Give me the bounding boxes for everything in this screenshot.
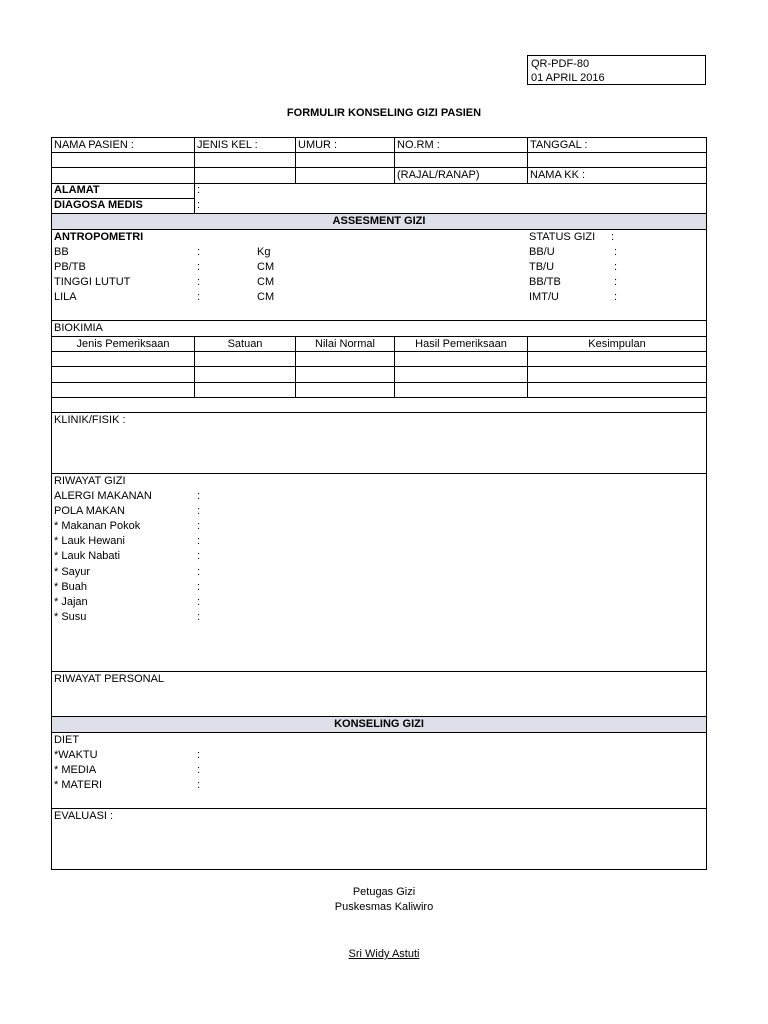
riwayat-item: * Sayur: [54, 566, 91, 578]
signature-name: Sri Widy Astuti: [348, 948, 420, 960]
riwayat-item: * Makanan Pokok: [54, 520, 141, 532]
biokimia-title: BIOKIMIA: [54, 322, 103, 334]
divider: [52, 167, 706, 168]
bb-u-colon: :: [614, 246, 618, 258]
konseling-item: * MEDIA: [54, 764, 97, 776]
konseling-colon: :: [197, 764, 201, 776]
imt-u-colon: :: [614, 291, 618, 303]
diagnosa-colon: :: [197, 199, 201, 211]
konseling-colon: :: [197, 779, 201, 791]
imt-u-label: IMT/U: [529, 291, 559, 303]
antropometri-label: ANTROPOMETRI: [54, 231, 144, 243]
bb-unit: Kg: [257, 246, 271, 258]
divider: [194, 183, 195, 213]
konseling-item: *WAKTU: [54, 749, 98, 761]
tanggal-label: TANGGAL :: [530, 139, 588, 151]
konseling-title: KONSELING GIZI: [334, 718, 424, 730]
riwayat-item: POLA MAKAN: [54, 505, 125, 517]
signature-role: Petugas Gizi: [352, 886, 416, 898]
riwayat-item: * Lauk Hewani: [54, 535, 125, 547]
divider: [52, 397, 706, 398]
signature-place: Puskesmas Kaliwiro: [334, 901, 434, 913]
counseling-form: [51, 137, 707, 870]
lila-unit: CM: [257, 291, 275, 303]
riwayat-colon: :: [197, 611, 201, 623]
divider: [394, 138, 395, 183]
divider: [527, 138, 528, 183]
diet-label: DIET: [54, 734, 80, 746]
riwayat-colon: :: [197, 490, 201, 502]
tinggi-lutut-colon: :: [197, 276, 201, 288]
tb-u-label: TB/U: [529, 261, 555, 273]
riwayat-item: * Lauk Nabati: [54, 550, 121, 562]
konseling-colon: :: [197, 749, 201, 761]
divider: [52, 320, 706, 321]
riwayat-item: * Buah: [54, 581, 88, 593]
divider: [52, 152, 706, 153]
document-code: QR-PDF-80: [531, 58, 590, 70]
riwayat-item: * Susu: [54, 611, 87, 623]
col-nilai-normal: Nilai Normal: [315, 338, 375, 350]
bb-tb-label: BB/TB: [529, 276, 561, 288]
col-satuan: Satuan: [227, 338, 263, 350]
status-gizi-colon: :: [611, 231, 615, 243]
tinggi-lutut-unit: CM: [257, 276, 275, 288]
diagnosa-label: DIAGOSA MEDIS: [54, 199, 143, 211]
pb-tb-label: PB/TB: [54, 261, 86, 273]
no-rm-label: NO.RM :: [397, 139, 440, 151]
bb-u-label: BB/U: [529, 246, 555, 258]
klinik-fisik-label: KLINIK/FISIK :: [54, 414, 126, 426]
riwayat-colon: :: [197, 520, 201, 532]
divider: [52, 183, 706, 184]
riwayat-colon: :: [197, 581, 201, 593]
riwayat-colon: :: [197, 505, 201, 517]
status-gizi-label: STATUS GIZI: [529, 231, 596, 243]
jenis-kelamin-label: JENIS KEL :: [197, 139, 258, 151]
rajal-ranap-label: (RAJAL/RANAP): [397, 169, 480, 181]
pb-tb-colon: :: [197, 261, 201, 273]
alamat-label: ALAMAT: [54, 184, 100, 196]
divider: [52, 229, 706, 230]
col-hasil-pemeriksaan: Hasil Pemeriksaan: [415, 338, 507, 350]
divider: [194, 138, 195, 183]
document-code-box: [527, 55, 706, 85]
riwayat-colon: :: [197, 550, 201, 562]
riwayat-colon: :: [197, 535, 201, 547]
bb-colon: :: [197, 246, 201, 258]
alamat-colon: :: [197, 184, 201, 196]
tinggi-lutut-label: TINGGI LUTUT: [54, 276, 131, 288]
divider: [52, 351, 706, 352]
riwayat-gizi-title: RIWAYAT GIZI: [54, 475, 126, 487]
assesment-title: ASSESMENT GIZI: [332, 215, 426, 227]
nama-kk-label: NAMA KK :: [530, 169, 586, 181]
riwayat-item: ALERGI MAKANAN: [54, 490, 152, 502]
pb-tb-unit: CM: [257, 261, 275, 273]
divider: [52, 366, 706, 367]
divider: [52, 382, 706, 383]
riwayat-colon: :: [197, 596, 201, 608]
form-title: FORMULIR KONSELING GIZI PASIEN: [286, 107, 482, 119]
divider: [52, 473, 706, 474]
riwayat-item: * Jajan: [54, 596, 88, 608]
bb-tb-colon: :: [614, 276, 618, 288]
bb-label: BB: [54, 246, 69, 258]
col-jenis-pemeriksaan: Jenis Pemeriksaan: [76, 338, 170, 350]
lila-label: LILA: [54, 291, 77, 303]
document-date: 01 APRIL 2016: [531, 72, 605, 84]
divider: [52, 732, 706, 733]
lila-colon: :: [197, 291, 201, 303]
umur-label: UMUR :: [298, 139, 338, 151]
tb-u-colon: :: [614, 261, 618, 273]
divider: [52, 412, 706, 413]
riwayat-personal-title: RIWAYAT PERSONAL: [54, 673, 165, 685]
col-kesimpulan: Kesimpulan: [588, 338, 646, 350]
nama-pasien-label: NAMA PASIEN :: [54, 139, 134, 151]
divider: [295, 138, 296, 183]
riwayat-colon: :: [197, 566, 201, 578]
evaluasi-label: EVALUASI :: [54, 810, 114, 822]
konseling-item: * MATERI: [54, 779, 103, 791]
divider: [52, 808, 706, 809]
